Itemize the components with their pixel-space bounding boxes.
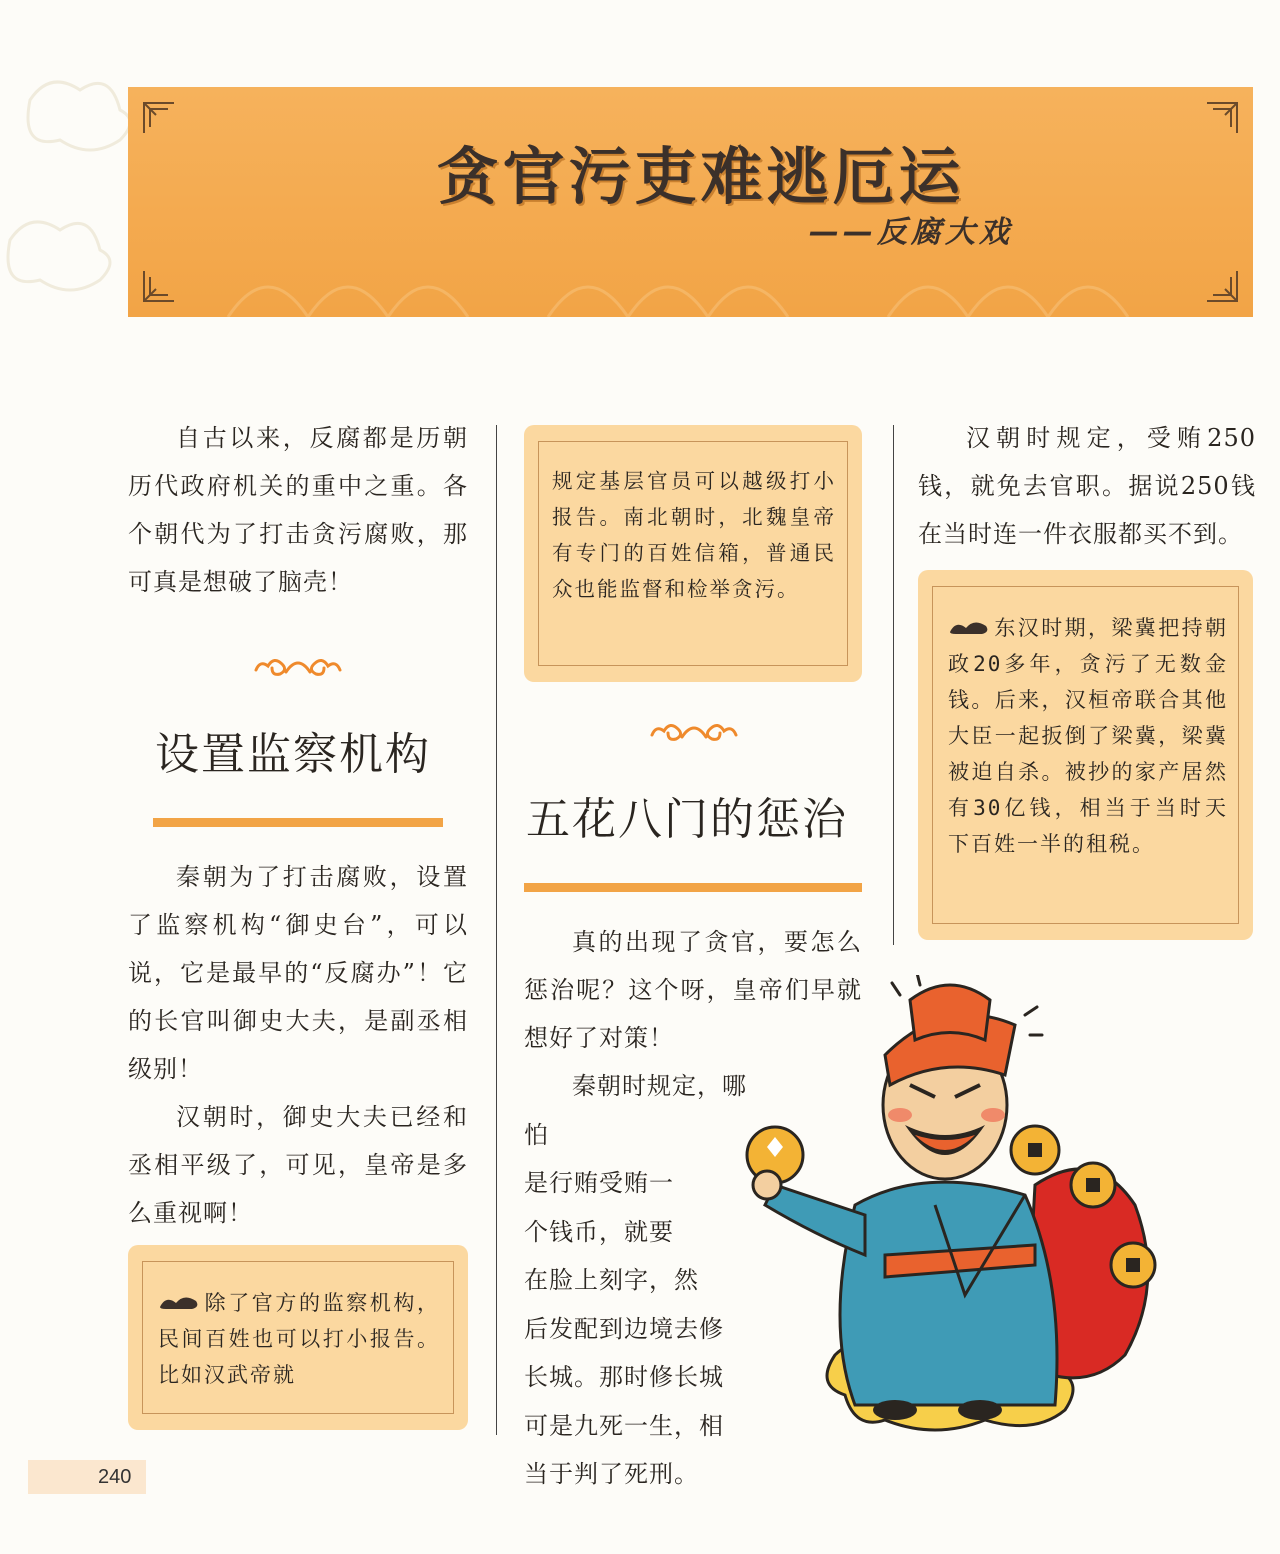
note-box-middle	[524, 425, 862, 682]
section-title-supervision: 设置监察机构	[155, 729, 431, 780]
punishment-paragraph-2: 秦朝时规定，哪怕 是行贿受贿一 个钱币，就要 在脸上刻字，然 后发配到边境去修 长城。那时修长城 可是九死一生，相 当于判了死刑。	[524, 1072, 747, 1488]
note-box-middle-text: 规定基层官员可以越级打小报告。南北朝时，北魏皇帝有专门的百姓信箱，普通民众也能监督和检举贪污。	[552, 469, 836, 601]
page-number: 240	[98, 1466, 132, 1488]
section-title-punishment: 五花八门的惩治	[526, 794, 848, 845]
supervision-paragraph-2: 汉朝时，御史大夫已经和丞相平级了，可见，皇帝是多么重视啊！	[128, 1103, 468, 1227]
column-divider	[893, 425, 894, 945]
corner-ornament-icon	[1205, 269, 1239, 303]
xiangyun-icon	[948, 618, 990, 640]
column-divider	[496, 425, 497, 1435]
note-box-left-text: 除了官方的监察机构，民间百姓也可以打小报告。比如汉武帝就	[158, 1291, 440, 1387]
intro-paragraph: 自古以来，反腐都是历朝历代政府机关的重中之重。各个朝代为了打击贪污腐败，那可真是想破了脑壳！	[128, 424, 468, 596]
page-subtitle: ——反腐大戏	[809, 215, 1013, 250]
xiangyun-icon	[158, 1293, 200, 1315]
official-holding-coin-illustration	[735, 975, 1180, 1445]
background-cloud-pattern	[0, 40, 140, 340]
page-title: 贪官污吏难逃厄运	[436, 140, 965, 213]
banner-wave-pattern	[128, 237, 1253, 317]
cloud-ornament-icon	[252, 652, 344, 680]
section-underline	[524, 883, 862, 892]
note-box-left	[128, 1245, 468, 1430]
corner-ornament-icon	[142, 269, 176, 303]
section-underline	[153, 818, 443, 827]
supervision-paragraph-1: 秦朝为了打击腐败，设置了监察机构“御史台”，可以说，它是最早的“反腐办”！它的长官叫御史大夫，是副丞相级别！	[128, 863, 468, 1083]
note-box-right	[918, 570, 1253, 940]
title-banner	[128, 87, 1253, 317]
punishment-paragraph-1: 真的出现了贪官，要怎么惩治呢？这个呀，皇帝们早就想好了对策！	[524, 928, 862, 1052]
note-box-right-text: 东汉时期，梁冀把持朝政20多年，贪污了无数金钱。后来，汉桓帝联合其他大臣一起扳倒了梁冀，梁冀被迫自杀。被抄的家产居然有30亿钱，相当于当时天下百姓一半的租税。	[948, 616, 1228, 856]
cloud-ornament-icon	[648, 717, 740, 745]
han-dynasty-paragraph: 汉朝时规定，受贿250钱，就免去官职。据说250钱在当时连一件衣服都买不到。	[918, 424, 1256, 548]
